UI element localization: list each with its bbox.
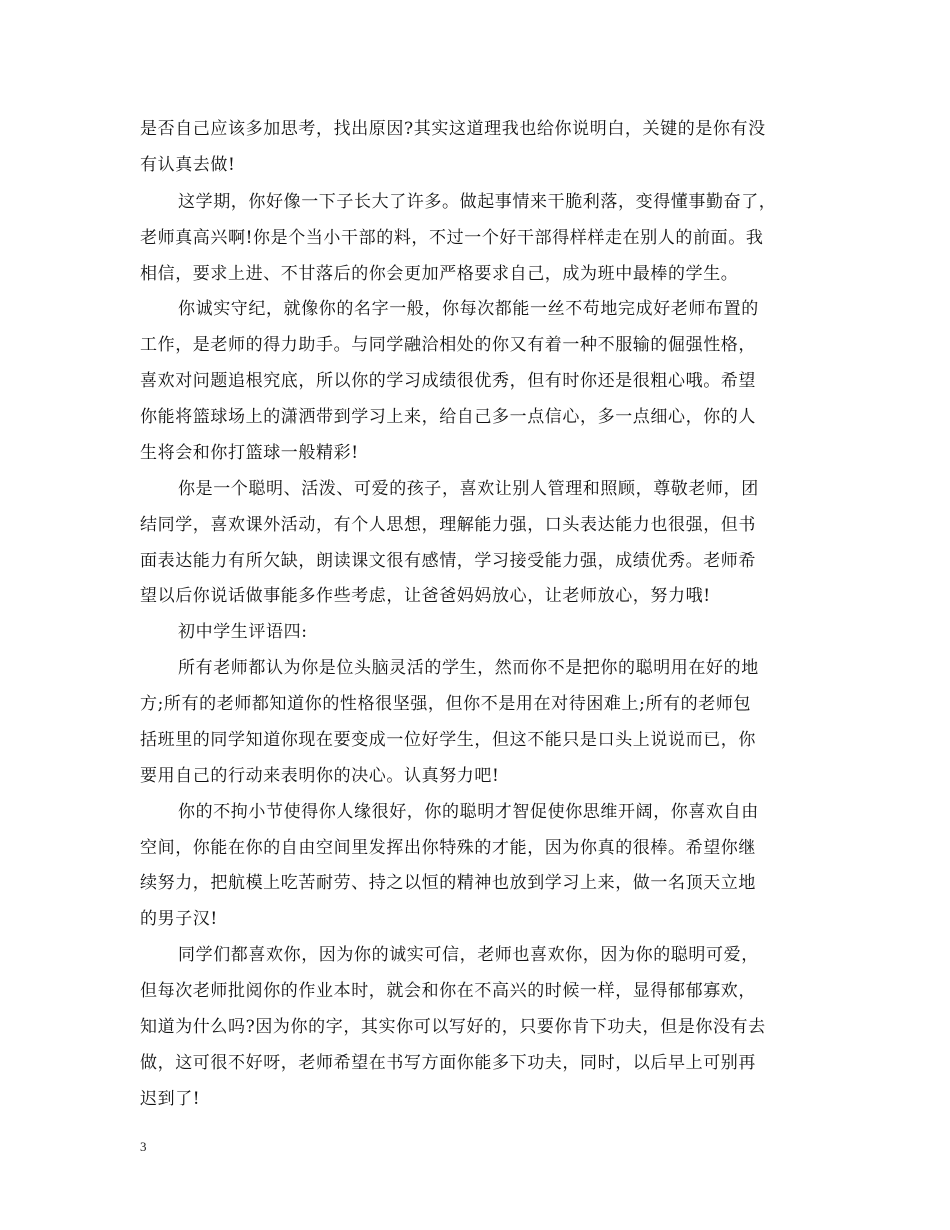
text-line: 方;所有的老师都知道你的性格很坚强，但你不是用在对待困难上;所有的老师包 <box>140 694 752 714</box>
text-line: 空间，你能在你的自由空间里发挥出你特殊的才能，因为你真的很棒。希望你继 <box>140 838 756 858</box>
text-line: 你能将篮球场上的潇洒带到学习上来，给自己多一点信心，多一点细心，你的人 <box>140 407 756 427</box>
text-line: 但每次老师批阅你的作业本时，就会和你在不高兴的时候一样，显得郁郁寡欢， <box>140 981 756 1001</box>
text-line: 望以后你说话做事能多作些考虑，让爸爸妈妈放心，让老师放心，努力哦! <box>140 586 711 606</box>
text-line: 要用自己的行动来表明你的决心。认真努力吧! <box>140 766 500 786</box>
text-line: 同学们都喜欢你，因为你的诚实可信，老师也喜欢你，因为你的聪明可爱， <box>178 945 759 965</box>
text-line: 迟到了! <box>140 1089 201 1109</box>
text-line: 续努力，把航模上吃苦耐劳、持之以恒的精神也放到学习上来，做一名顶天立地 <box>140 873 756 893</box>
text-line: 你的不拘小节使得你人缘很好，你的聪明才智促使你思维开阔，你喜欢自由 <box>178 802 759 822</box>
text-line: 知道为什么吗?因为你的字，其实你可以写好的，只要你肯下功夫，但是你没有去 <box>140 1017 766 1037</box>
text-line: 的男子汉! <box>140 909 218 929</box>
text-line: 你是一个聪明、活泼、可爱的孩子，喜欢让别人管理和照顾，尊敬老师，团 <box>178 479 759 499</box>
text-line: 生将会和你打篮球一般精彩! <box>140 443 359 463</box>
section-heading: 初中学生评语四: <box>178 622 308 642</box>
text-line: 工作，是老师的得力助手。与同学融洽相处的你又有着一种不服输的倔强性格， <box>140 335 756 355</box>
text-line: 老师真高兴啊!你是个当小干部的料，不过一个好干部得样样走在别人的前面。我 <box>140 228 764 248</box>
text-line: 做，这可很不好呀，老师希望在书写方面你能多下功夫，同时，以后早上可别再 <box>140 1053 756 1073</box>
text-line: 所有老师都认为你是位头脑灵活的学生，然而你不是把你的聪明用在好的地 <box>178 658 759 678</box>
text-line: 面表达能力有所欠缺，朗读课文很有感情，学习接受能力强，成绩优秀。老师希 <box>140 551 756 571</box>
text-line: 你诚实守纪，就像你的名字一般，你每次都能一丝不苟地完成好老师布置的 <box>178 299 759 319</box>
text-line: 这学期，你好像一下子长大了许多。做起事情来干脆利落，变得懂事勤奋了， <box>178 192 777 212</box>
text-line: 喜欢对问题追根究底，所以你的学习成绩很优秀，但有时你还是很粗心哦。希望 <box>140 371 756 391</box>
text-line: 括班里的同学知道你现在要变成一位好学生，但这不能只是口头上说说而已，你 <box>140 730 756 750</box>
text-line: 相信，要求上进、不甘落后的你会更加严格要求自己，成为班中最棒的学生。 <box>140 264 739 284</box>
text-line: 有认真去做! <box>140 155 236 175</box>
text-line: 是否自己应该多加思考，找出原因?其实这道理我也给你说明白，关键的是你有没 <box>140 119 766 139</box>
page-number: 3 <box>140 1139 147 1154</box>
text-line: 结同学，喜欢课外活动，有个人思想，理解能力强，口头表达能力也很强，但书 <box>140 515 756 535</box>
